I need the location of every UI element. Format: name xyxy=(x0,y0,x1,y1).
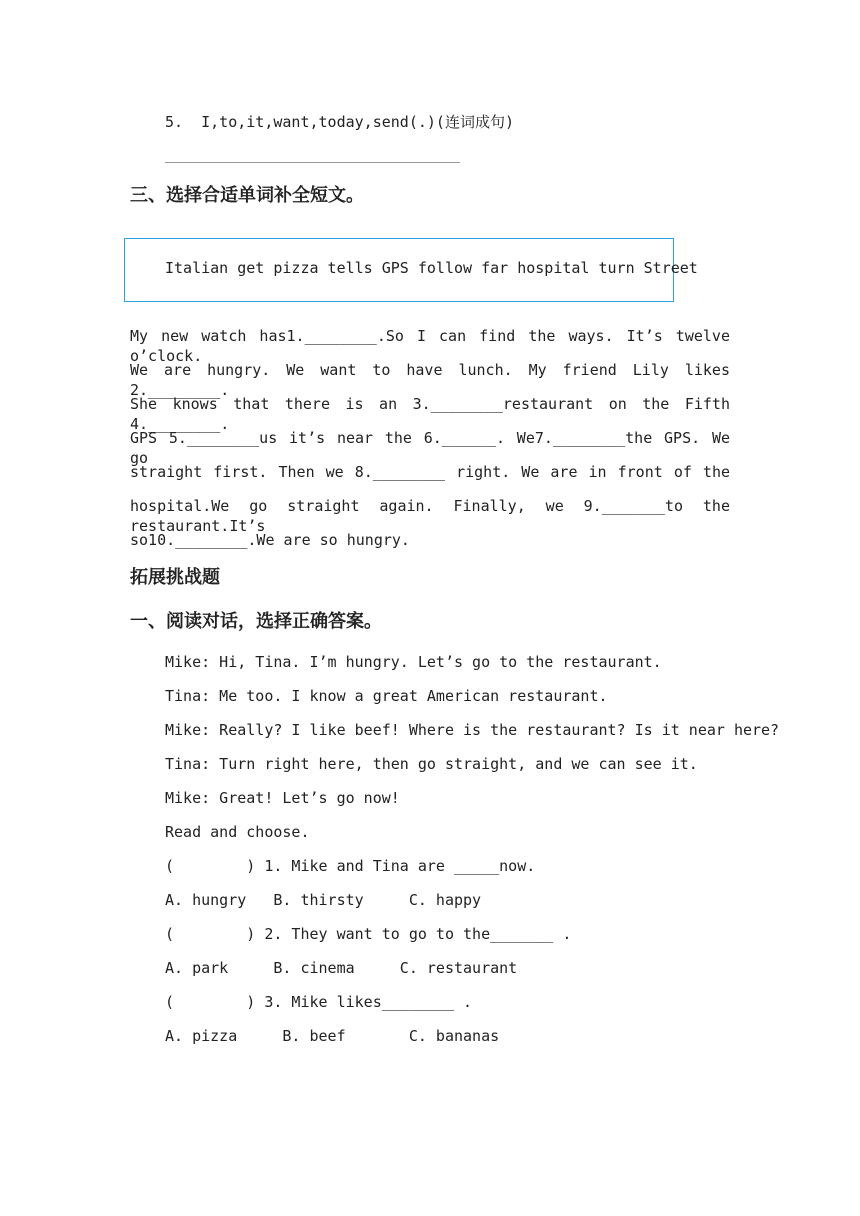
passage-line: GPS 5.________us it’s near the 6.______. We7.________the GPS. We go xyxy=(130,429,730,467)
question-stem: ( ) 2. They want to go to the_______ . xyxy=(165,925,572,943)
section-1-title: 一、阅读对话，选择正确答案。 xyxy=(130,611,382,632)
dialogue-line: Mike: Hi, Tina. I’m hungry. Let’s go to the restaurant. xyxy=(165,653,662,671)
question-stem: ( ) 1. Mike and Tina are _____now. xyxy=(165,857,536,875)
word-bank: Italian get pizza tells GPS follow far hospital turn Street xyxy=(165,259,698,277)
instruction: Read and choose. xyxy=(165,823,310,841)
section-3-title: 三、选择合适单词补全短文。 xyxy=(130,185,364,206)
dialogue-line: Tina: Turn right here, then go straight, and we can see it. xyxy=(165,755,698,773)
passage-line: My new watch has1.________.So I can find the ways. It’s twelve o’clock. xyxy=(130,327,730,365)
dialogue-line: Tina: Me too. I know a great American restaurant. xyxy=(165,687,608,705)
passage-line: so10.________.We are so hungry. xyxy=(130,531,410,549)
extension-title: 拓展挑战题 xyxy=(130,567,220,588)
answer-line xyxy=(165,162,460,163)
question-options: A. pizza B. beef C. bananas xyxy=(165,1027,500,1045)
question-options: A. hungry B. thirsty C. happy xyxy=(165,891,482,909)
question-stem: ( ) 3. Mike likes________ . xyxy=(165,993,473,1011)
dialogue-line: Mike: Great! Let’s go now! xyxy=(165,789,400,807)
passage-line: She knows that there is an 3.________restaurant on the Fifth 4.________. xyxy=(130,395,730,433)
word-bank-box xyxy=(124,238,698,302)
dialogue-line: Mike: Really? I like beef! Where is the restaurant? Is it near here? xyxy=(165,721,780,739)
passage-line: hospital.We go straight again. Finally, we 9._______to the restaurant.It’s xyxy=(130,497,730,535)
question-5: 5. I,to,it,want,today,send(.)(连词成句) xyxy=(165,113,514,131)
question-options: A. park B. cinema C. restaurant xyxy=(165,959,518,977)
passage-line: We are hungry. We want to have lunch. My friend Lily likes 2.________. xyxy=(130,361,730,399)
passage-line: straight first. Then we 8.________ right. We are in front of the xyxy=(130,463,730,481)
